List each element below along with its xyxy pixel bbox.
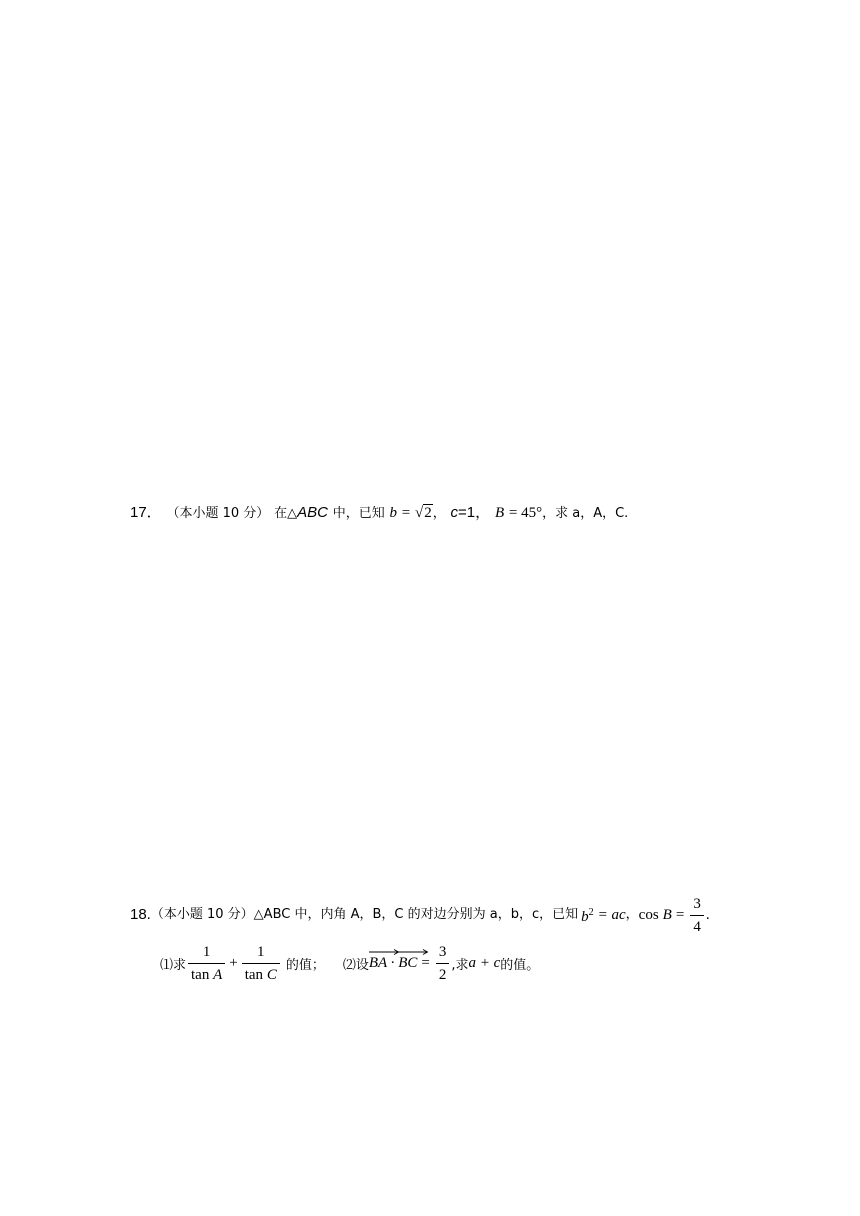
q18-frac-denominator: 4	[690, 915, 704, 936]
q17-tail: ，求 a，A，C.	[542, 506, 629, 521]
q17-number: 17．	[130, 504, 162, 521]
q18-part2-label: ⑵设	[342, 957, 369, 973]
q18-frac-tanA	[188, 943, 225, 984]
q17-comma: ，	[432, 506, 446, 521]
q18-period: .	[705, 907, 710, 923]
question-18-parts	[160, 938, 539, 988]
q18-frac-tanA-den	[188, 963, 225, 984]
q18-vector-BA	[369, 955, 387, 972]
q18-plus: +	[229, 954, 238, 971]
q18-frac-tanC-den	[242, 963, 280, 984]
q18-frac-numerator: 3	[693, 895, 701, 912]
q18-cos-fraction	[690, 895, 704, 936]
q18-number: 18.	[130, 906, 151, 923]
q18-a-plus-c: a + c	[468, 954, 501, 971]
q18-cos: cos	[638, 907, 659, 923]
q17-B-var: B	[494, 505, 505, 521]
q18-part1-tail: 的值；	[285, 957, 325, 973]
q18-dot: ·	[390, 954, 396, 971]
q18-comma: ，	[625, 907, 639, 922]
q18-BA-text: BA	[368, 954, 388, 971]
q17-score: （本小题 10 分）	[166, 506, 270, 521]
q18-dot-fraction	[436, 943, 450, 984]
q18-frac-tanA-num: 1	[202, 943, 211, 960]
q18-part2-tail-1: ,求	[451, 957, 469, 973]
q18-text-1: △ABC 中，内角 A，B，C 的对边分别为 a，b，c，已知	[253, 907, 579, 922]
q17-c-var: c	[450, 504, 459, 521]
question-17	[130, 500, 628, 526]
q18-vector-BC	[398, 955, 417, 972]
vector-arrow-icon	[369, 949, 399, 955]
q18-BC-text: BC	[398, 954, 418, 971]
q18-C: C	[266, 966, 277, 983]
q18-tan-c: tan	[244, 966, 264, 983]
q17-b-var: b	[389, 505, 397, 521]
q18-frac-tanC	[242, 943, 280, 984]
q18-b-squared	[581, 891, 594, 939]
q18-eq-ac: = ac	[597, 907, 626, 923]
q18-A: A	[213, 966, 223, 983]
q18-frac-tanC-num: 1	[257, 943, 265, 960]
q18-dot-frac-num: 3	[438, 943, 447, 960]
q18-part1-label: ⑴求	[160, 957, 187, 973]
q18-equals-2: =	[421, 954, 430, 971]
q17-triangle-name: ABC	[297, 504, 328, 521]
q18-exponent: 2	[588, 907, 594, 918]
q18-score: （本小题 10 分）	[150, 907, 254, 922]
q18-part2-tail-2: 的值。	[500, 957, 540, 973]
q17-sqrt	[415, 501, 433, 525]
q17-angle: = 45°	[508, 505, 543, 521]
sqrt-icon: √	[415, 505, 424, 521]
q17-radicand: 2	[424, 505, 432, 521]
q18-equals: =	[675, 907, 685, 923]
q18-B-var: B	[662, 907, 672, 923]
q17-c-value: =1，	[458, 504, 491, 521]
vector-arrow-icon	[398, 949, 428, 955]
q17-text-1: 在△	[274, 506, 298, 521]
q18-tan-a: tan	[191, 966, 210, 983]
q17-equals: =	[401, 505, 411, 521]
q18-dot-frac-den: 2	[436, 963, 450, 984]
q18-b-var: b	[581, 909, 589, 925]
q17-text-2: 中，已知	[332, 506, 385, 521]
question-18	[130, 893, 710, 937]
